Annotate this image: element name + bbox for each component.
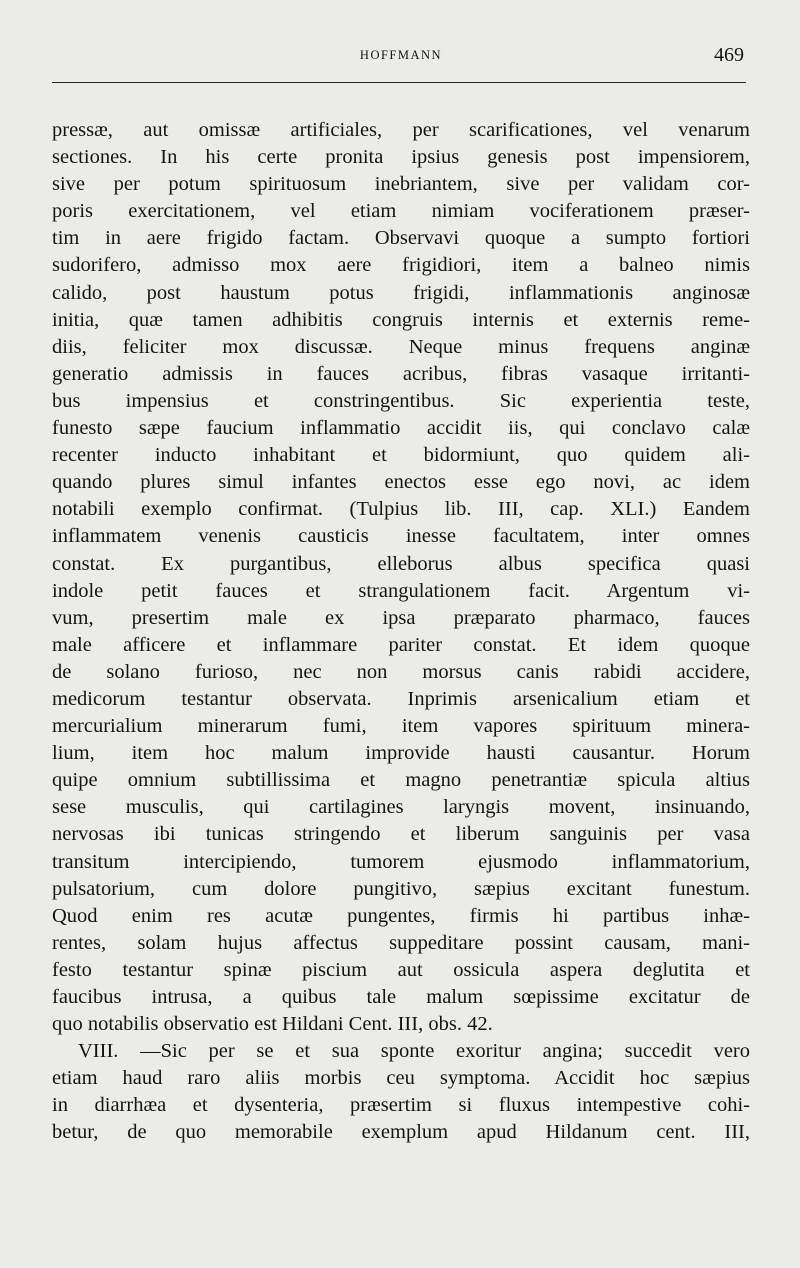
section-start-line: VIII. —Sic per se et sua sponte exoritur angina; succedit vero xyxy=(78,1040,750,1063)
text-line: nervosas ibi tunicas stringendo et liberum sanguinis per vasa xyxy=(52,823,750,846)
text-line: sudorifero, admisso mox aere frigidiori, item a balneo nimis xyxy=(52,254,750,277)
text-line: poris exercitationem, vel etiam nimiam vociferationem præser- xyxy=(52,200,750,223)
running-head xyxy=(52,44,750,68)
text-line: bus impensius et constringentibus. Sic experientia teste, xyxy=(52,389,750,412)
text-line: calido, post haustum potus frigidi, inflammationis anginosæ xyxy=(52,281,750,304)
text-line: etiam haud raro aliis morbis ceu symptoma. Accidit hoc sæpius xyxy=(52,1067,750,1090)
running-title: HOFFMANN xyxy=(359,48,443,62)
text-line: male afficere et inflammare pariter constat. Et idem quoque xyxy=(52,633,750,656)
text-line: quo notabilis observatio est Hildani Cent. III, obs. 42. xyxy=(52,1013,493,1036)
text-line: in diarrhæa et dysenteria, præsertim si fluxus intempestive cohi- xyxy=(52,1094,750,1117)
text-line: pulsatorium, cum dolore pungitivo, sæpius excitant funestum. xyxy=(52,877,750,900)
page-number: 469 xyxy=(714,44,744,66)
text-line: constat. Ex purgantibus, elleborus albus specifica quasi xyxy=(52,552,750,575)
text-line: generatio admissis in fauces acribus, fibras vasaque irritanti- xyxy=(52,362,750,385)
text-line: sectiones. In his certe pronita ipsius genesis post impensiorem, xyxy=(52,146,750,169)
text-line: initia, quæ tamen adhibitis congruis internis et externis reme- xyxy=(52,308,750,331)
text-line: notabili exemplo confirmat. (Tulpius lib. III, cap. XLI.) Eandem xyxy=(52,498,750,521)
text-line: festo testantur spinæ piscium aut ossicula aspera deglutita et xyxy=(52,958,750,981)
text-line: diis, feliciter mox discussæ. Neque minus frequens anginæ xyxy=(52,335,750,358)
text-line: faucibus intrusa, a quibus tale malum sœpissime excitatur de xyxy=(52,986,750,1008)
body-text xyxy=(52,117,750,1147)
text-line: Quod enim res acutæ pungentes, firmis hi partibus inhæ- xyxy=(52,904,750,927)
text-line: quipe omnium subtillissima et magno penetrantiæ spicula altius xyxy=(52,769,750,792)
text-line: de solano furioso, nec non morsus canis rabidi accidere, xyxy=(52,660,750,683)
text-line: lium, item hoc malum improvide hausti causantur. Horum xyxy=(52,742,750,765)
text-line: mercurialium minerarum fumi, item vapores spirituum minera- xyxy=(52,715,750,738)
header-rule xyxy=(52,82,746,83)
text-line: transitum intercipiendo, tumorem ejusmodo inflammatorium, xyxy=(52,850,750,873)
text-line: vum, presertim male ex ipsa præparato pharmaco, fauces xyxy=(52,606,750,629)
text-line: pressæ, aut omissæ artificiales, per scarificationes, vel venarum xyxy=(52,119,750,141)
text-line: rentes, solam hujus affectus suppeditare possint causam, mani- xyxy=(52,931,750,954)
text-line: indole petit fauces et strangulationem facit. Argentum vi- xyxy=(52,579,750,602)
text-line: recenter inducto inhabitant et bidormiunt, quo quidem ali- xyxy=(52,444,750,467)
text-line: medicorum testantur observata. Inprimis arsenicalium etiam et xyxy=(52,687,750,710)
text-line: sive per potum spirituosum inebriantem, sive per validam cor- xyxy=(52,173,750,196)
text-line: inflammatem venenis causticis inesse facultatem, inter omnes xyxy=(52,525,750,548)
text-line: sese musculis, qui cartilagines laryngis movent, insinuando, xyxy=(52,796,750,819)
text-line: tim in aere frigido factam. Observavi quoque a sumpto fortiori xyxy=(52,227,750,250)
text-line: funesto sæpe faucium inflammatio accidit iis, qui conclavo calæ xyxy=(52,417,750,440)
text-line: quando plures simul infantes enectos esse ego novi, ac idem xyxy=(52,471,750,494)
text-line: betur, de quo memorabile exemplum apud Hildanum cent. III, xyxy=(52,1121,750,1144)
